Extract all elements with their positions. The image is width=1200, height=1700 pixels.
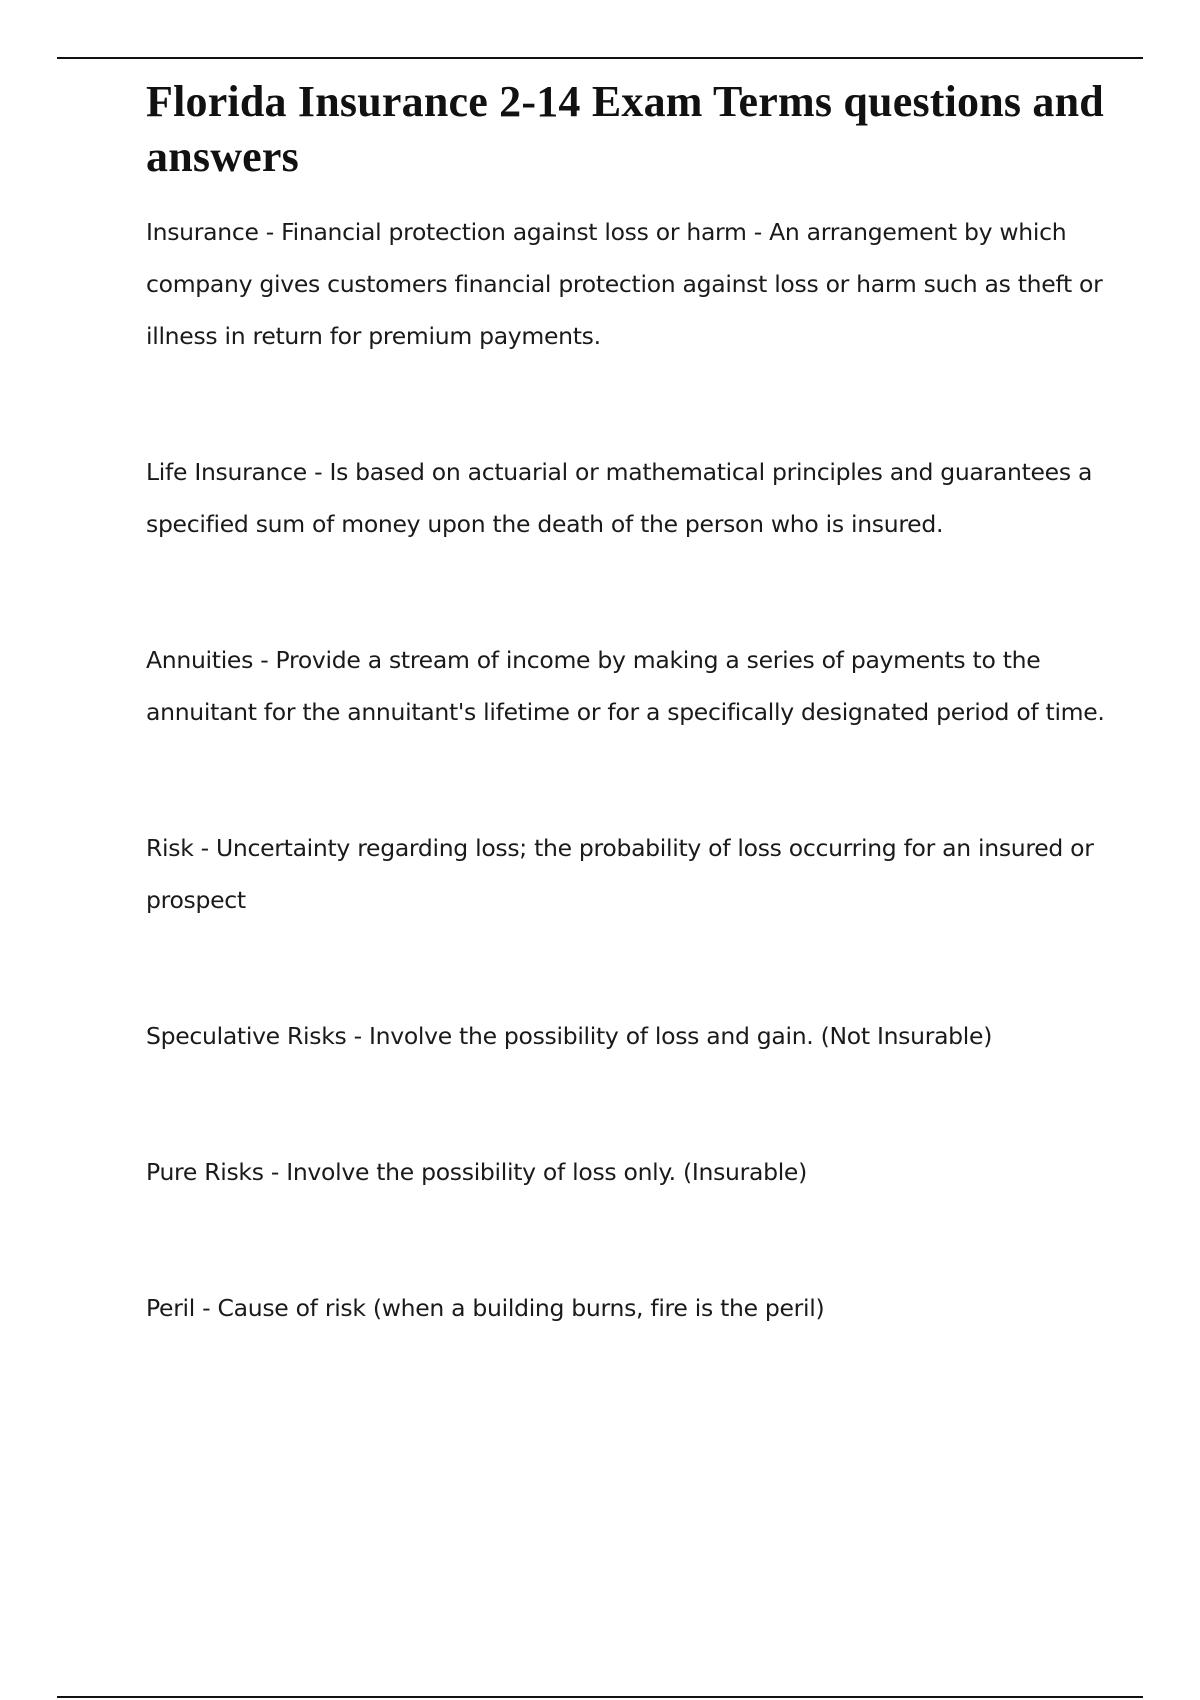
document-title: Florida Insurance 2-14 Exam Terms questions and answers bbox=[146, 77, 1104, 181]
top-divider bbox=[57, 57, 1143, 59]
bottom-divider bbox=[57, 1696, 1143, 1698]
document-page bbox=[146, 74, 1106, 1334]
term-entry-life-insurance: Life Insurance - Is based on actuarial or mathematical principles and guarantees a specified sum of money upon the death of the person who is insured. bbox=[146, 458, 1093, 538]
term-entry-peril: Peril - Cause of risk (when a building burns, fire is the peril) bbox=[146, 1294, 825, 1322]
term-entry-speculative-risks: Speculative Risks - Involve the possibility of loss and gain. (Not Insurable) bbox=[146, 1022, 993, 1050]
term-entry-insurance: Insurance - Financial protection against loss or harm - An arrangement by which company gives customers financial protection against loss or harm such as theft or illness in return for premium payments. bbox=[146, 218, 1103, 350]
term-entry-risk: Risk - Uncertainty regarding loss; the probability of loss occurring for an insured or prospect bbox=[146, 834, 1094, 914]
term-list bbox=[146, 206, 1106, 1334]
term-entry-pure-risks: Pure Risks - Involve the possibility of loss only. (Insurable) bbox=[146, 1158, 807, 1186]
term-entry-annuities: Annuities - Provide a stream of income by making a series of payments to the annuitant for the annuitant's lifetime or for a specifically designated period of time. bbox=[146, 646, 1105, 726]
